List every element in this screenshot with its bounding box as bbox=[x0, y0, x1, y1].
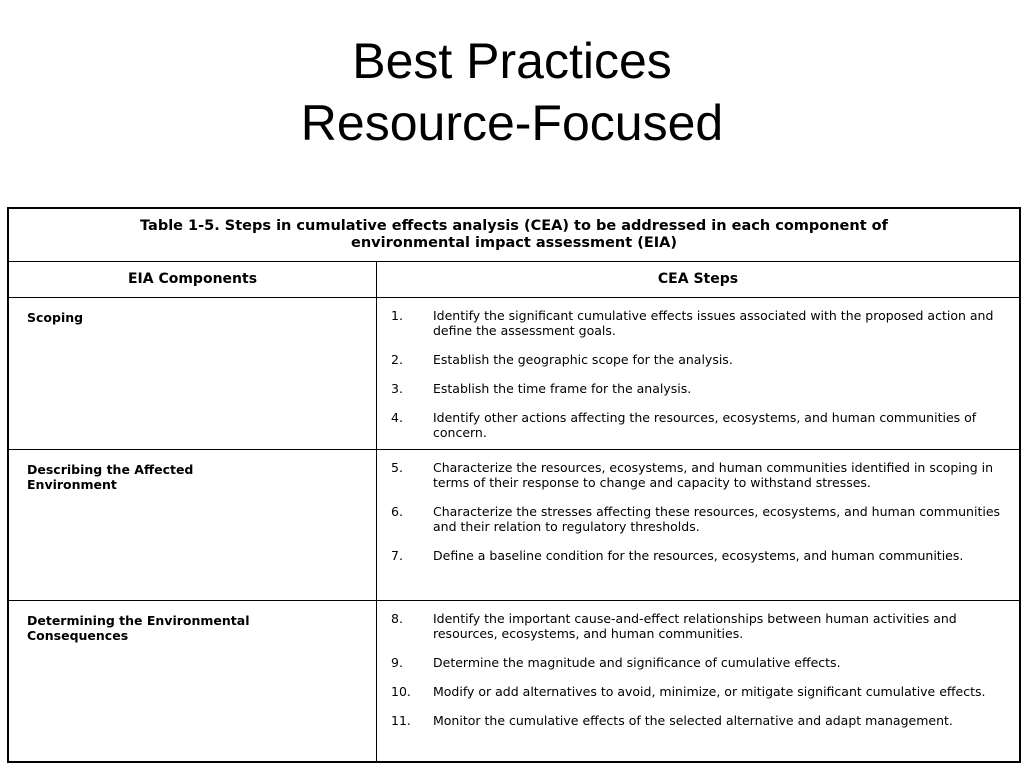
step-number: 6. bbox=[391, 504, 403, 519]
step-text: Characterize the resources, ecosystems, and human communities identified in scoping in terms of their response to change and capacity to withstand stresses. bbox=[433, 460, 993, 490]
step-number: 3. bbox=[391, 381, 403, 396]
step-text: Monitor the cumulative effects of the selected alternative and adapt management. bbox=[433, 713, 953, 728]
step-item bbox=[391, 655, 1011, 670]
step-number: 4. bbox=[391, 410, 403, 425]
step-item bbox=[391, 611, 1011, 641]
step-item bbox=[391, 713, 1011, 728]
step-text: Identify other actions affecting the resources, ecosystems, and human communities of concern. bbox=[433, 410, 977, 440]
step-text: Establish the time frame for the analysis. bbox=[433, 381, 692, 396]
component-label-line-1: Describing the Affected bbox=[27, 462, 194, 477]
component-label-line-1: Determining the Environmental bbox=[27, 613, 250, 628]
slide-title bbox=[0, 30, 1024, 154]
step-item bbox=[391, 308, 1011, 338]
step-text: Identify the important cause-and-effect relationships between human activities and resources, ecosystems, and human communities. bbox=[433, 611, 957, 641]
step-list bbox=[391, 308, 1011, 454]
step-text: Modify or add alternatives to avoid, minimize, or mitigate significant cumulative effects. bbox=[433, 684, 986, 699]
header-eia-components: EIA Components bbox=[127, 271, 258, 287]
step-list bbox=[391, 611, 1011, 742]
component-label bbox=[27, 310, 357, 325]
table-row-affected-environment bbox=[9, 450, 1019, 601]
step-text: Determine the magnitude and significance of cumulative effects. bbox=[433, 655, 841, 670]
step-number: 5. bbox=[391, 460, 403, 475]
step-number: 9. bbox=[391, 655, 403, 670]
step-item bbox=[391, 460, 1011, 490]
step-number: 2. bbox=[391, 352, 403, 367]
table-caption bbox=[9, 209, 1019, 262]
component-label-line-1: Scoping bbox=[27, 310, 84, 325]
header-cea-steps: CEA Steps bbox=[657, 271, 739, 287]
step-item bbox=[391, 352, 1011, 367]
component-label bbox=[27, 462, 357, 492]
step-text: Establish the geographic scope for the analysis. bbox=[433, 352, 733, 367]
table-caption-line-1: Table 1-5. Steps in cumulative effects analysis (CEA) to be addressed in each component of bbox=[140, 218, 888, 234]
step-item bbox=[391, 410, 1011, 440]
slide-title-line-1: Best Practices bbox=[352, 33, 672, 89]
cea-steps-table bbox=[7, 207, 1021, 763]
step-item bbox=[391, 381, 1011, 396]
step-item bbox=[391, 548, 1011, 563]
step-text: Define a baseline condition for the resources, ecosystems, and human communities. bbox=[433, 548, 964, 563]
step-number: 1. bbox=[391, 308, 403, 323]
component-label bbox=[27, 613, 357, 643]
table-row-environmental-consequences bbox=[9, 601, 1019, 761]
component-label-line-2: Environment bbox=[27, 477, 117, 492]
step-number: 11. bbox=[391, 713, 411, 728]
step-number: 10. bbox=[391, 684, 411, 699]
slide-title-line-2: Resource-Focused bbox=[300, 95, 724, 151]
step-number: 8. bbox=[391, 611, 403, 626]
step-number: 7. bbox=[391, 548, 403, 563]
step-item bbox=[391, 504, 1011, 534]
step-item bbox=[391, 684, 1011, 699]
table-row-scoping bbox=[9, 298, 1019, 450]
component-label-line-2: Consequences bbox=[27, 628, 129, 643]
table-header-row bbox=[9, 262, 1019, 298]
step-text: Identify the significant cumulative effects issues associated with the proposed action and define the assessment goals. bbox=[433, 308, 994, 338]
step-list bbox=[391, 460, 1011, 577]
table-caption-line-2: environmental impact assessment (EIA) bbox=[351, 235, 677, 251]
step-text: Characterize the stresses affecting these resources, ecosystems, and human communities and their relation to regulatory thresholds. bbox=[433, 504, 1001, 534]
